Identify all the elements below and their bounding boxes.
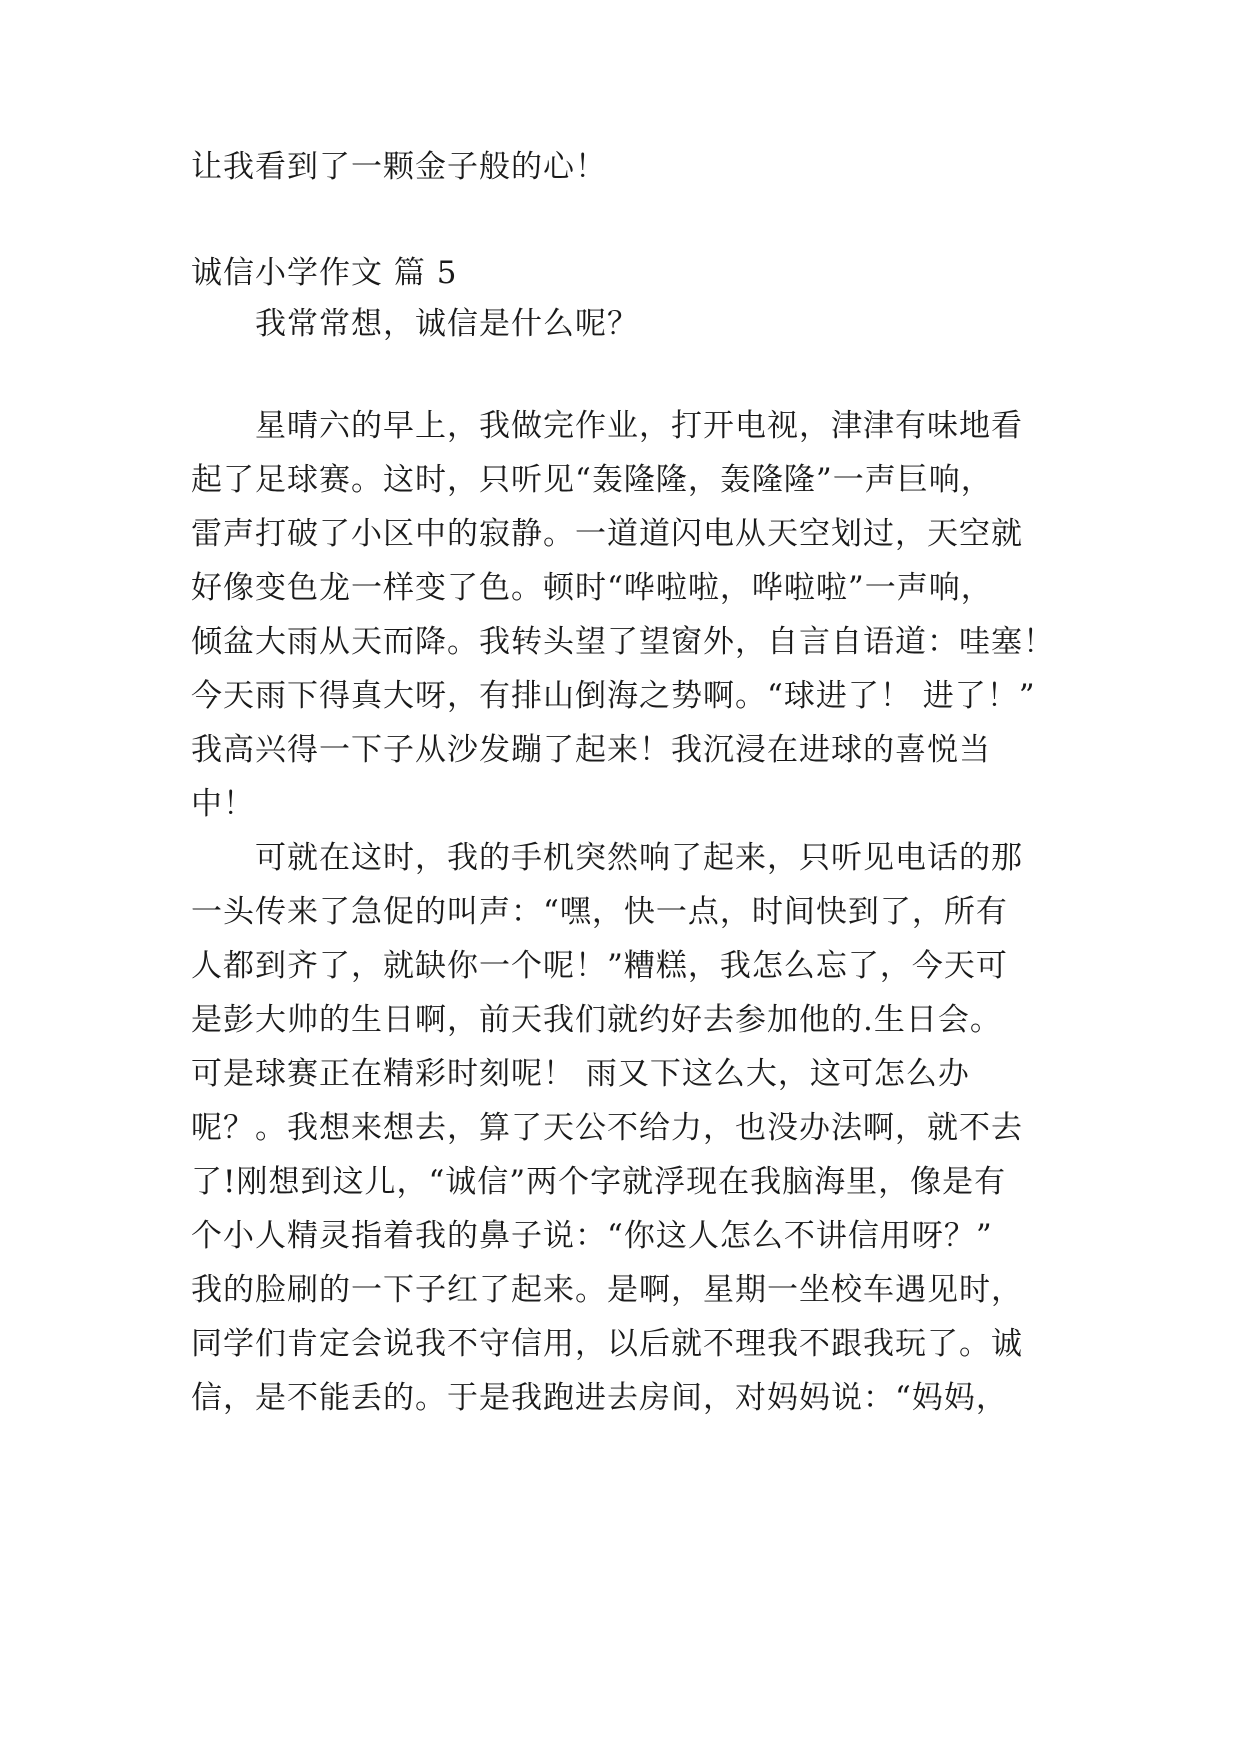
paragraph-line: 今天雨下得真大呀，有排山倒海之势啊。“球进了！ 进了！” (191, 678, 1036, 714)
paragraph-line: 我高兴得一下子从沙发蹦了起来！我沉浸在进球的喜悦当 (191, 732, 991, 768)
paragraph-line: 是彭大帅的生日啊，前天我们就约好去参加他的.生日会。 (191, 1002, 1002, 1038)
paragraph-line: 个小人精灵指着我的鼻子说：“你这人怎么不讲信用呀？” (191, 1218, 993, 1254)
paragraph-line: 了!刚想到这儿，“诚信”两个字就浮现在我脑海里，像是有 (191, 1164, 1007, 1200)
paragraph-line: 星晴六的早上，我做完作业，打开电视，津津有味地看 (255, 408, 1023, 444)
paragraph-line: 可就在这时，我的手机突然响了起来，只听见电话的那 (255, 840, 1023, 876)
paragraph-line: 信，是不能丢的。于是我跑进去房间，对妈妈说：“妈妈， (191, 1380, 1008, 1416)
intro-line: 让我看到了一颗金子般的心！ (191, 149, 607, 185)
paragraph-line: 一头传来了急促的叫声：“嘿，快一点，时间快到了，所有 (191, 894, 1008, 930)
paragraph-line: 人都到齐了，就缺你一个呢！”糟糕，我怎么忘了，今天可 (191, 948, 1008, 984)
paragraph-line: 我的脸刷的一下子红了起来。是啊，星期一坐校车遇见时， (191, 1272, 1023, 1308)
paragraph-line: 起了足球赛。这时，只听见“轰隆隆，轰隆隆”一声巨响， (191, 462, 993, 498)
opening-line: 我常常想，诚信是什么呢？ (255, 306, 639, 342)
section-title: 诚信小学作文 篇 5 (191, 255, 458, 291)
paragraph-line: 中！ (191, 786, 255, 822)
paragraph-line: 雷声打破了小区中的寂静。一道道闪电从天空划过，天空就 (191, 516, 1023, 552)
paragraph-line: 好像变色龙一样变了色。顿时“哗啦啦，哗啦啦”一声响， (191, 570, 993, 606)
paragraph-line: 可是球赛正在精彩时刻呢！ 雨又下这么大，这可怎么办 (191, 1056, 970, 1092)
paragraph-line: 倾盆大雨从天而降。我转头望了望窗外，自言自语道：哇塞！ (191, 624, 1055, 660)
paragraph-line: 呢？。我想来想去，算了天公不给力，也没办法啊，就不去 (191, 1110, 1023, 1146)
paragraph-line: 同学们肯定会说我不守信用，以后就不理我不跟我玩了。诚 (191, 1326, 1023, 1362)
